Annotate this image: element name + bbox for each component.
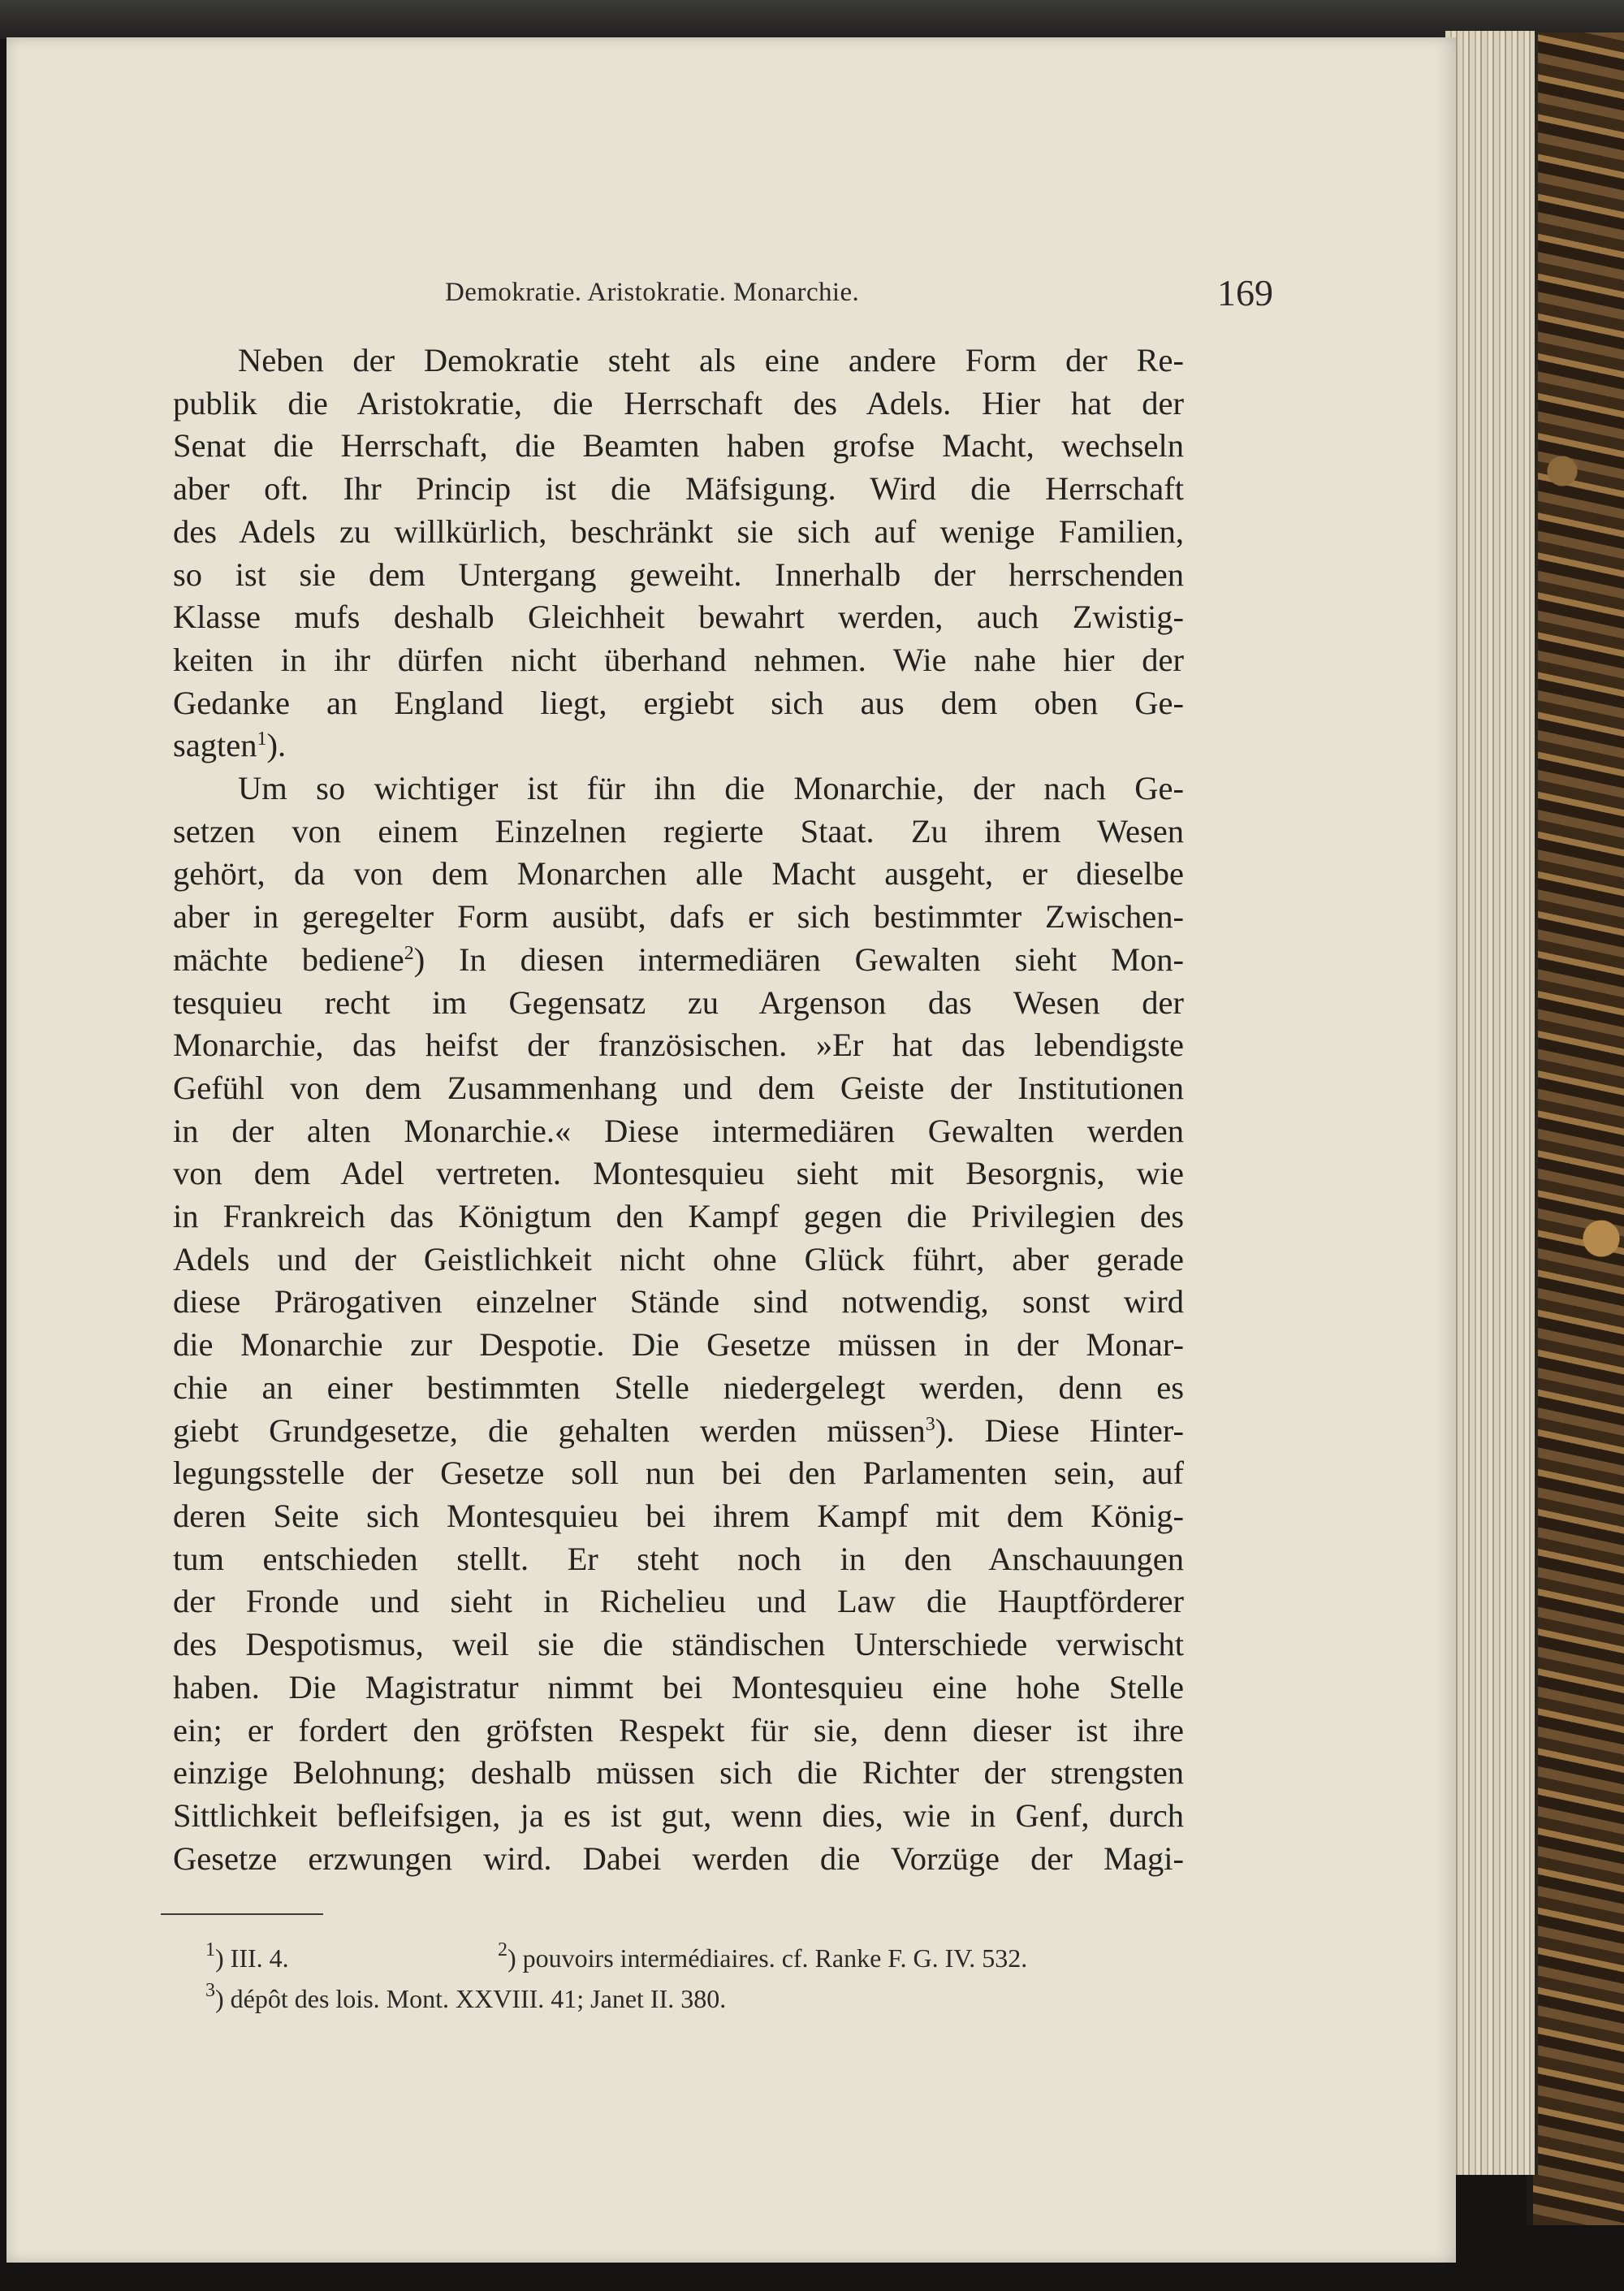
- footnote-row: [205, 1978, 1261, 2019]
- text-line: [173, 383, 1184, 426]
- text-line: [173, 1795, 1184, 1838]
- text-line: [173, 596, 1184, 639]
- text-line-continuation: ).: [266, 727, 287, 764]
- text-line-content: setzen von einem Einzelnen regierte Staat. Zu ihrem Wesen: [173, 812, 1184, 849]
- text-line: [173, 1580, 1184, 1623]
- text-line: [173, 1452, 1184, 1495]
- text-line: [173, 724, 1184, 767]
- text-line: [173, 1195, 1184, 1238]
- text-line-content: Klasse mufs deshalb Gleichheit bewahrt werden, auch Zwistig-: [173, 599, 1184, 636]
- text-line-content: mächte bediene: [173, 940, 404, 978]
- text-line: [173, 982, 1184, 1025]
- text-line: [173, 682, 1184, 725]
- body-text: [173, 339, 1184, 1880]
- text-line-content: des Adels zu willkürlich, beschränkt sie sich auf wenige Familien,: [173, 512, 1184, 550]
- text-line: [173, 339, 1184, 383]
- footnote-rule: [161, 1913, 323, 1915]
- text-line: [173, 810, 1184, 854]
- marbled-cover-edge: [1527, 32, 1624, 2225]
- text-line-content: so ist sie dem Untergang geweiht. Innerhalb der herrschenden: [173, 555, 1184, 593]
- text-line-content: legungsstelle der Gesetze soll nun bei den Parlamenten sein, auf: [173, 1455, 1184, 1492]
- text-line: [173, 511, 1184, 554]
- footnote-reference: 3: [925, 1413, 935, 1435]
- footnote-marker: 3: [205, 1980, 215, 2001]
- text-line-content: Um so wichtiger ist für ihn die Monarchie, der nach Ge-: [238, 770, 1184, 807]
- footnote-marker: 2: [498, 1939, 508, 1960]
- text-line: [173, 1410, 1184, 1453]
- text-line: [173, 1067, 1184, 1110]
- text-line: [173, 425, 1184, 468]
- text-line-content: sagten: [173, 727, 257, 764]
- text-line: [173, 1367, 1184, 1410]
- text-line-content: deren Seite sich Montesquieu bei ihrem Kampf mit dem König-: [173, 1497, 1184, 1534]
- text-line-content: in der alten Monarchie.« Diese intermediären Gewalten werden: [173, 1112, 1184, 1149]
- text-line: [173, 1752, 1184, 1795]
- text-line: [173, 1710, 1184, 1753]
- text-line-content: ein; er fordert den gröfsten Respekt für sie, denn dieser ist ihre: [173, 1711, 1184, 1749]
- text-line-content: haben. Die Magistratur nimmt bei Montesquieu eine hohe Stelle: [173, 1668, 1184, 1705]
- text-line: [173, 1538, 1184, 1581]
- running-head-title: Demokratie. Aristokratie. Monarchie.: [445, 278, 860, 307]
- text-line-continuation: ) In diesen intermediären Gewalten sieht Mon-: [413, 940, 1184, 978]
- text-line: [173, 468, 1184, 511]
- footnote-2: [498, 1938, 1027, 1978]
- text-line-content: Gefühl von dem Zusammenhang und dem Geiste der Institutionen: [173, 1069, 1184, 1106]
- text-line: [173, 853, 1184, 896]
- text-line-content: aber oft. Ihr Princip ist die Mäfsigung. Wird die Herrschaft: [173, 470, 1184, 508]
- text-line: [173, 939, 1184, 982]
- text-line-content: keiten in ihr dürfen nicht überhand nehmen. Wie nahe hier der: [173, 641, 1184, 678]
- text-line-content: tesquieu recht im Gegensatz zu Argenson das Wesen der: [173, 983, 1184, 1021]
- text-line: [173, 1152, 1184, 1195]
- text-line-content: diese Prärogativen einzelner Stände sind notwendig, sonst wird: [173, 1283, 1184, 1321]
- text-line-content: Adels und der Geistlichkeit nicht ohne Glück führt, aber gerade: [173, 1240, 1184, 1277]
- text-line-content: die Monarchie zur Despotie. Die Gesetze müssen in der Monar-: [173, 1326, 1184, 1364]
- footnote-text: ) dépôt des lois. Mont. XXVIII. 41; Janet II. 380.: [215, 1984, 727, 2013]
- text-line-content: Senat die Herrschaft, die Beamten haben grofse Macht, wechseln: [173, 427, 1184, 465]
- text-line: [173, 767, 1184, 810]
- footnotes: [205, 1938, 1261, 2019]
- text-line: [173, 1238, 1184, 1282]
- top-binding-strip: [0, 0, 1624, 39]
- running-head: [445, 272, 1273, 313]
- text-line-content: der Fronde und sieht in Richelieu und Law die Hauptförderer: [173, 1583, 1184, 1620]
- page-stack-edge: [1445, 31, 1538, 2175]
- text-line-content: gehört, da von dem Monarchen alle Macht ausgeht, er dieselbe: [173, 855, 1184, 893]
- footnote-reference: 1: [257, 728, 267, 750]
- footnote-text: ) III. 4.: [215, 1943, 289, 1973]
- text-line: [173, 639, 1184, 682]
- text-line-content: Neben der Demokratie steht als eine andere Form der Re-: [238, 342, 1184, 378]
- footnote-reference: 2: [404, 942, 414, 964]
- text-line-content: chie an einer bestimmten Stelle niedergelegt werden, denn es: [173, 1368, 1184, 1406]
- text-line-continuation: ). Diese Hinter-: [935, 1411, 1184, 1449]
- text-line-content: publik die Aristokratie, die Herrschaft des Adels. Hier hat der: [173, 384, 1184, 421]
- text-line-content: von dem Adel vertreten. Montesquieu sieht mit Besorgnis, wie: [173, 1155, 1184, 1192]
- text-line-content: giebt Grundgesetze, die gehalten werden müssen: [173, 1411, 926, 1449]
- text-line-content: einzige Belohnung; deshalb müssen sich die Richter der strengsten: [173, 1754, 1184, 1792]
- text-line: [173, 1024, 1184, 1067]
- text-line-content: aber in geregelter Form ausübt, dafs er sich bestimmter Zwischen-: [173, 898, 1184, 936]
- text-line: [173, 1666, 1184, 1710]
- text-line-content: Sittlichkeit befleifsigen, ja es ist gut, wenn dies, wie in Genf, durch: [173, 1796, 1184, 1834]
- footnote-3: [205, 1980, 727, 2013]
- text-line-content: Monarchie, das heifst der französischen. »Er hat das lebendigste: [173, 1027, 1184, 1064]
- footnote-row: [205, 1938, 1261, 1978]
- footnote-1: [205, 1939, 289, 1973]
- text-line: [173, 1281, 1184, 1324]
- text-line-content: Gesetze erzwungen wird. Dabei werden die Vorzüge der Magi-: [173, 1839, 1184, 1877]
- page-number: 169: [1217, 272, 1273, 313]
- text-line: [173, 896, 1184, 939]
- text-line: [173, 1324, 1184, 1367]
- book-page: [6, 37, 1456, 2263]
- footnote-marker: 1: [205, 1939, 215, 1960]
- text-line-content: in Frankreich das Königtum den Kampf gegen die Privilegien des: [173, 1198, 1184, 1235]
- text-line-content: tum entschieden stellt. Er steht noch in den Anschauungen: [173, 1540, 1184, 1577]
- text-line-content: des Despotismus, weil sie die ständischen Unterschiede verwischt: [173, 1626, 1184, 1663]
- text-line-content: Gedanke an England liegt, ergiebt sich aus dem oben Ge-: [173, 684, 1184, 721]
- text-line: [173, 1110, 1184, 1153]
- text-line: [173, 1495, 1184, 1538]
- text-line: [173, 554, 1184, 597]
- footnote-text: ) pouvoirs intermédiaires. cf. Ranke F. G. IV. 532.: [508, 1943, 1028, 1973]
- text-line: [173, 1838, 1184, 1881]
- text-line: [173, 1623, 1184, 1666]
